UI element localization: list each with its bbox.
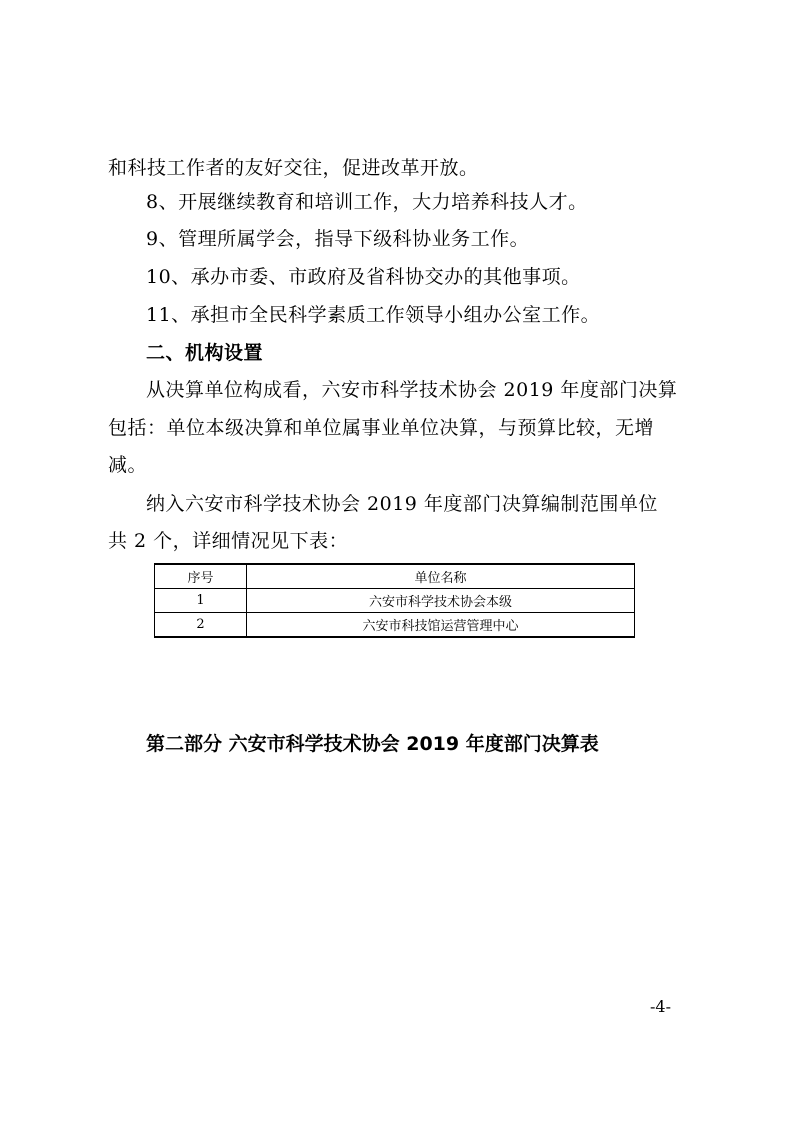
page-number: -4- (650, 997, 671, 1016)
table-row (155, 613, 635, 638)
header-serial-number: 序号 (155, 564, 247, 589)
section-heading: 二、机构设置 (146, 342, 264, 364)
list-item-10: 10、承办市委、市政府及省科协交办的其他事项。 (146, 266, 581, 288)
scope-paragraph-line-2: 共 2 个，详细情况见下表： (108, 530, 349, 552)
header-unit-name: 单位名称 (247, 564, 635, 589)
paragraph-line: 和科技工作者的友好交往，促进改革开放。 (108, 157, 479, 179)
scope-paragraph-line-1: 纳入六安市科学技术协会 2019 年度部门决算编制范围单位 (146, 493, 658, 515)
units-table (154, 563, 635, 638)
list-item-11: 11、承担市全民科学素质工作领导小组办公室工作。 (146, 304, 601, 326)
structure-paragraph-line-1: 从决算单位构成看，六安市科学技术协会 2019 年度部门决算 (146, 379, 678, 401)
cell-unit-name: 六安市科技馆运营管理中心 (247, 613, 635, 638)
list-item-9: 9、管理所属学会，指导下级科协业务工作。 (146, 228, 530, 250)
cell-serial-number: 1 (155, 589, 247, 613)
cell-serial-number: 2 (155, 613, 247, 638)
structure-paragraph-line-2: 包括：单位本级决算和单位属事业单位决算，与预算比较，无增 (108, 417, 655, 439)
part-title: 第二部分 六安市科学技术协会 2019 年度部门决算表 (146, 733, 599, 755)
list-item-8: 8、开展继续教育和培训工作，大力培养科技人才。 (146, 191, 588, 213)
table-row (155, 589, 635, 613)
table-header-row (155, 564, 635, 589)
structure-paragraph-line-3: 减。 (108, 454, 148, 476)
cell-unit-name: 六安市科学技术协会本级 (247, 589, 635, 613)
